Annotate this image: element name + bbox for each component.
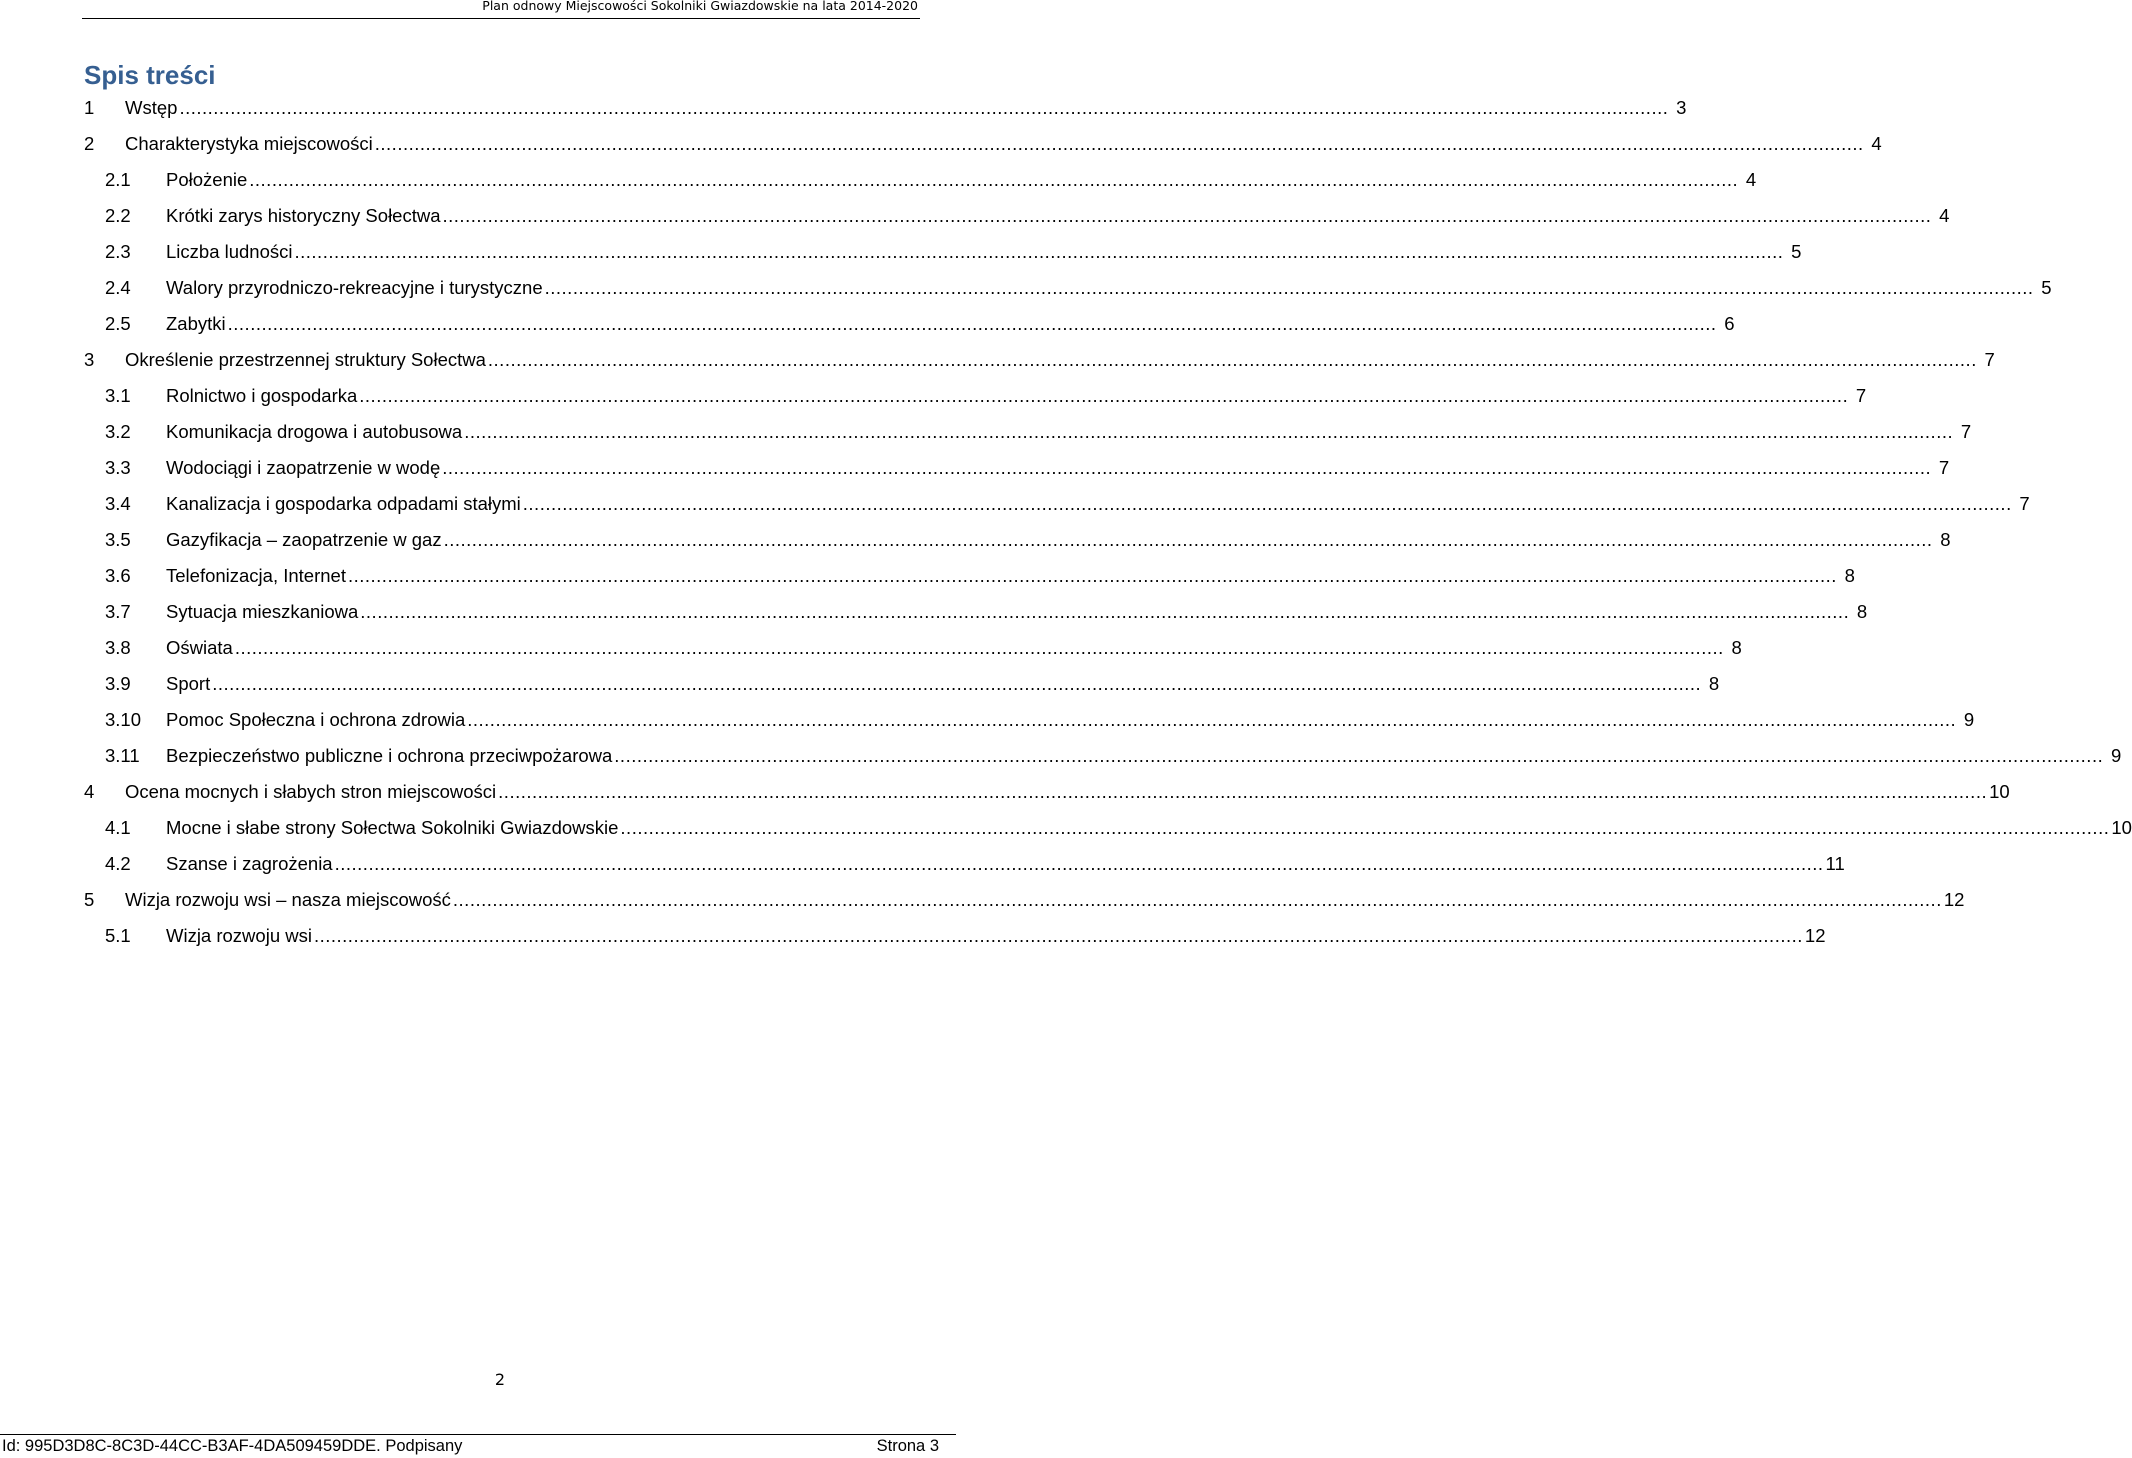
toc-entry-page: 4: [1871, 133, 1882, 154]
toc-entry-title: Liczba ludności: [166, 241, 293, 262]
toc-dot-leader: [314, 918, 1803, 954]
toc-entry-page: 4: [1939, 205, 1950, 226]
toc-entry[interactable]: [84, 126, 1882, 162]
toc-entry-title: Sport: [166, 673, 211, 694]
toc-entry-number: 5: [84, 889, 95, 910]
toc-dot-leader: [212, 666, 1701, 702]
toc-dot-leader: [523, 486, 2012, 522]
toc-dot-leader: [295, 234, 1784, 270]
toc-entry[interactable]: [84, 774, 2010, 810]
toc-entry[interactable]: [84, 378, 1867, 414]
toc-dot-leader: [444, 522, 1933, 558]
toc-entry-number: 3.10: [105, 709, 142, 730]
toc-entry[interactable]: [84, 450, 1950, 486]
toc-dot-leader: [360, 594, 1849, 630]
toc-entry-number: 2.1: [105, 169, 131, 190]
toc-entry-page: 7: [1984, 349, 1995, 370]
toc-entry[interactable]: [84, 198, 1950, 234]
toc-dot-leader: [179, 90, 1668, 126]
toc-entry-number: 4.2: [105, 853, 131, 874]
toc-entry[interactable]: [84, 522, 1951, 558]
toc-entry-number: 4: [84, 781, 95, 802]
toc-entry-title: Zabytki: [166, 313, 226, 334]
footer-page-label: Strona 3: [876, 1437, 939, 1455]
toc-entry-number: 2.4: [105, 277, 131, 298]
toc-entry-title: Telefonizacja, Internet: [166, 565, 346, 586]
toc-entry-title: Rolnictwo i gospodarka: [166, 385, 358, 406]
toc-entry[interactable]: [84, 342, 1995, 378]
toc-entry-title: Wizja rozwoju wsi – nasza miejscowość: [125, 889, 451, 910]
toc-entry-title: Pomoc Społeczna i ochrona zdrowia: [166, 709, 466, 730]
toc-entry-page: 7: [1855, 385, 1867, 406]
footer-rule: [0, 1434, 956, 1436]
toc-entry-number: 5.1: [105, 925, 131, 946]
toc-entry-title: Komunikacja drogowa i autobusowa: [166, 421, 463, 442]
toc-title: Spis treści: [84, 60, 216, 90]
toc-entry-page: 12: [1804, 925, 1826, 946]
toc-entry[interactable]: [84, 414, 1972, 450]
toc-entry-number: 3.2: [105, 421, 131, 442]
toc-entry-number: 3.7: [105, 601, 131, 622]
page-number: 2: [494, 1370, 506, 1389]
toc-entry-page: 11: [1825, 853, 1845, 874]
toc-entry-number: 3.11: [105, 745, 140, 766]
toc-entry-title: Kanalizacja i gospodarka odpadami stałymi: [166, 493, 521, 514]
toc-entry[interactable]: [84, 918, 1826, 954]
toc-entry[interactable]: [84, 666, 1720, 702]
toc-entry-title: Walory przyrodniczo-rekreacyjne i turystyczne: [166, 277, 543, 298]
toc-entry-page: 10: [2111, 817, 2132, 838]
toc-dot-leader: [464, 414, 1953, 450]
toc-dot-leader: [249, 162, 1738, 198]
toc-dot-leader: [467, 702, 1956, 738]
table-of-contents: [84, 90, 2132, 954]
toc-entry-number: 3.3: [105, 457, 131, 478]
toc-dot-leader: [335, 846, 1824, 882]
toc-entry[interactable]: [84, 810, 2132, 846]
toc-entry-page: 7: [2019, 493, 2030, 514]
toc-dot-leader: [620, 810, 2109, 846]
toc-entry-number: 3: [84, 349, 95, 370]
toc-entry[interactable]: [84, 702, 1975, 738]
toc-entry[interactable]: [84, 882, 1965, 918]
toc-entry-number: 3.4: [105, 493, 131, 514]
toc-entry-title: Wizja rozwoju wsi: [166, 925, 312, 946]
toc-entry-number: 3.1: [105, 385, 131, 406]
toc-entry-title: Szanse i zagrożenia: [166, 853, 333, 874]
toc-entry-page: 3: [1676, 97, 1687, 118]
toc-entry-number: 3.5: [105, 529, 131, 550]
toc-dot-leader: [498, 774, 1987, 810]
toc-dot-leader: [375, 126, 1864, 162]
toc-entry-number: 3.9: [105, 673, 131, 694]
toc-entry[interactable]: [84, 594, 1868, 630]
toc-entry[interactable]: [84, 270, 2052, 306]
toc-entry-title: Krótki zarys historyczny Sołectwa: [166, 205, 441, 226]
toc-entry-number: 3.6: [105, 565, 131, 586]
toc-entry[interactable]: [84, 558, 1855, 594]
toc-entry-page: 12: [1943, 889, 1965, 910]
page-header: [82, 0, 920, 19]
toc-dot-leader: [359, 378, 1848, 414]
toc-entry-title: Ocena mocnych i słabych stron miejscowości: [125, 781, 497, 802]
toc-dot-leader: [545, 270, 2034, 306]
toc-entry-number: 2.2: [105, 205, 131, 226]
toc-entry-page: 10: [1989, 781, 2010, 802]
toc-entry-page: 7: [1960, 421, 1972, 442]
toc-entry[interactable]: [84, 234, 1802, 270]
toc-entry-page: 6: [1724, 313, 1735, 334]
toc-entry-title: Gazyfikacja – zaopatrzenie w gaz: [166, 529, 442, 550]
toc-entry-title: Bezpieczeństwo publiczne i ochrona przeciwpożarowa: [166, 745, 613, 766]
toc-entry-title: Sytuacja mieszkaniowa: [166, 601, 359, 622]
toc-dot-leader: [453, 882, 1942, 918]
toc-entry-page: 5: [1791, 241, 1802, 262]
toc-dot-leader: [442, 450, 1931, 486]
toc-entry[interactable]: [84, 630, 1742, 666]
toc-dot-leader: [443, 198, 1932, 234]
toc-entry-page: 8: [1844, 565, 1855, 586]
toc-entry-title: Wodociągi i zaopatrzenie w wodę: [166, 457, 441, 478]
toc-entry-title: Położenie: [166, 169, 248, 190]
toc-entry[interactable]: [84, 738, 2122, 774]
toc-dot-leader: [228, 306, 1717, 342]
toc-entry[interactable]: [84, 162, 1757, 198]
toc-entry-page: 5: [2041, 277, 2052, 298]
toc-entry-page: 9: [2110, 745, 2122, 766]
toc-entry[interactable]: [84, 846, 1845, 882]
toc-dot-leader: [488, 342, 1977, 378]
toc-entry-title: Wstęp: [125, 97, 178, 118]
toc-entry-title: Określenie przestrzennej struktury Sołectwa: [125, 349, 486, 370]
toc-entry[interactable]: [84, 486, 2030, 522]
toc-dot-leader: [235, 630, 1724, 666]
toc-entry-title: Mocne i słabe strony Sołectwa Sokolniki Gwiazdowskie: [166, 817, 619, 838]
toc-entry-page: 9: [1963, 709, 1975, 730]
toc-entry-page: 7: [1938, 457, 1950, 478]
toc-entry-page: 4: [1745, 169, 1757, 190]
footer-document-id: Id: 995D3D8C-8C3D-44CC-B3AF-4DA509459DDE. Podpisany: [2, 1437, 463, 1455]
toc-entry[interactable]: [84, 90, 1687, 126]
header-title: Plan odnowy Miejscowości Sokolniki Gwiazdowskie na lata 2014-2020: [482, 0, 918, 13]
toc-dot-leader: [614, 738, 2103, 774]
toc-entry-page: 8: [1856, 601, 1868, 622]
toc-entry-number: 2.3: [105, 241, 131, 262]
toc-entry-number: 3.8: [105, 637, 131, 658]
toc-entry-page: 8: [1731, 637, 1742, 658]
toc-entry-title: Charakterystyka miejscowości: [125, 133, 373, 154]
toc-entry-page: 8: [1940, 529, 1951, 550]
toc-dot-leader: [348, 558, 1837, 594]
toc-entry-number: 4.1: [105, 817, 131, 838]
toc-entry-title: Oświata: [166, 637, 233, 658]
toc-entry-number: 2: [84, 133, 95, 154]
toc-entry-number: 1: [84, 97, 95, 118]
toc-entry-page: 8: [1708, 673, 1720, 694]
toc-entry-number: 2.5: [105, 313, 131, 334]
toc-entry[interactable]: [84, 306, 1735, 342]
